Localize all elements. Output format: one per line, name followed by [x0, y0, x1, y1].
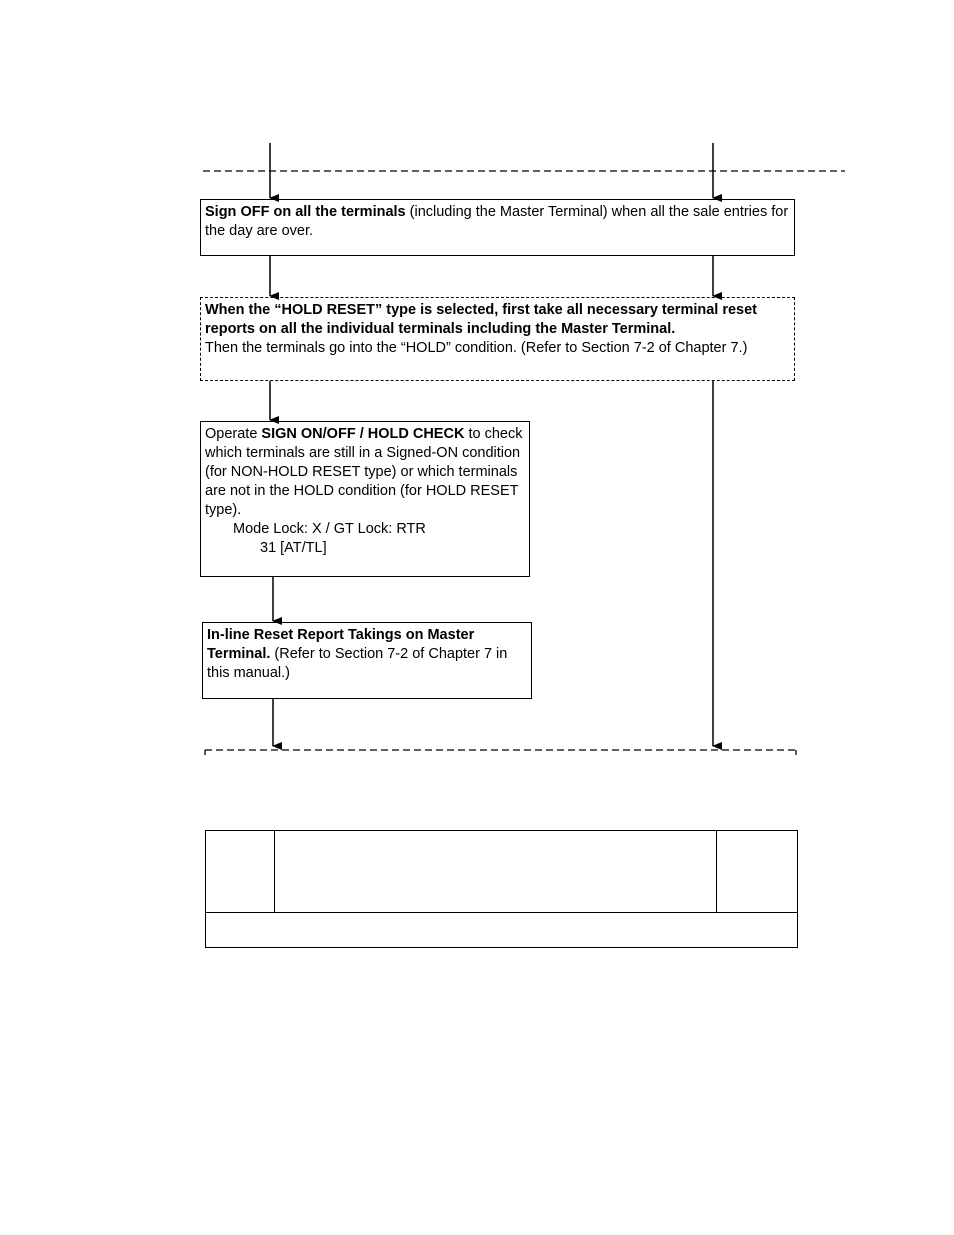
box-hold-check-bold: SIGN ON/OFF / HOLD CHECK — [261, 426, 465, 442]
box-inline-reset-text: (Refer to Section 7-2 of Chapter 7 in this manual.) — [207, 646, 508, 681]
box-inline-reset-bold: In-line Reset Report Takings on Master Terminal. — [207, 627, 475, 662]
footer-cell-left — [206, 831, 275, 912]
box-sign-off-bold: Sign OFF on all the terminals — [205, 204, 406, 220]
box-hold-check-key: 31 [AT/TL] — [260, 540, 327, 556]
box-sign-off — [200, 199, 795, 256]
box-hold-check-text: to check which terminals are still in a Signed-ON condition (for NON-HOLD RESET type) or which terminals are not in the HOLD condition (for HOLD RESET type). — [205, 426, 523, 518]
box-hold-reset-bold: When the “HOLD RESET” type is selected, first take all necessary terminal reset reports on all the individual terminals including the Master Terminal. — [205, 302, 758, 337]
box-hold-check — [200, 421, 530, 577]
box-hold-reset — [200, 297, 795, 381]
footer-cell-right — [716, 831, 798, 912]
box-inline-reset — [202, 622, 532, 699]
box-sign-off-text: (including the Master Terminal) when all the sale entries for the day are over. — [205, 204, 789, 239]
box-hold-reset-text: Then the terminals go into the “HOLD” condition. (Refer to Section 7-2 of Chapter 7.) — [205, 340, 748, 356]
footer-row-divider — [206, 912, 797, 913]
box-hold-check-pre: Operate — [205, 426, 262, 442]
footer-table — [205, 830, 798, 948]
box-hold-check-mode-lock: Mode Lock: X / GT Lock: RTR — [233, 521, 426, 537]
